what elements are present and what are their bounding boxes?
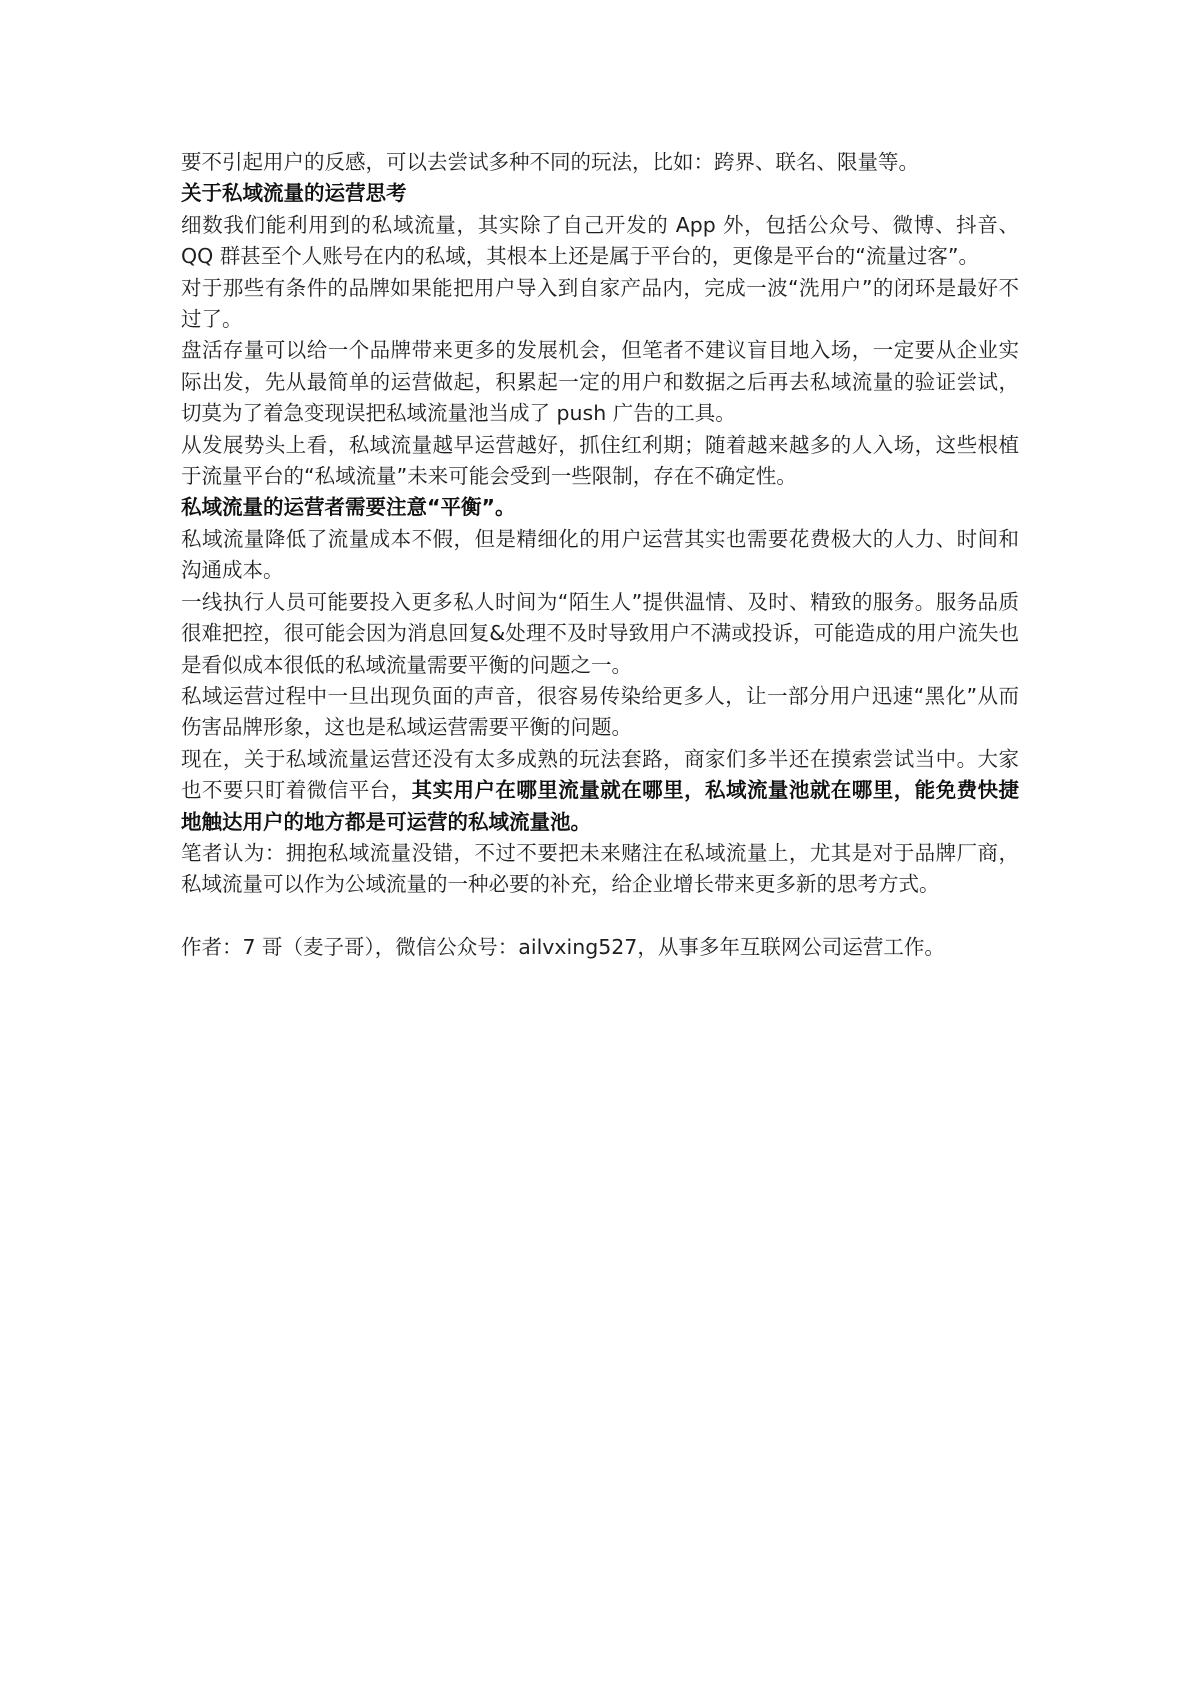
author-info: 作者：7 哥（麦子哥），微信公众号：ailvxing527，从事多年互联网公司运营工作。 [181, 935, 945, 960]
paragraph-current-state-lead: 现在，关于私域流量运营还没有太多成熟的玩法套路，商家们多半还在摸索尝试当中。大家也不要只盯着微信平台， [181, 746, 1019, 803]
paragraph-revitalize-stock: 盘活存量可以给一个品牌带来更多的发展机会，但笔者不建议盲目地入场，一定要从企业实际出发，先从最简单的运营做起，积累起一定的用户和数据之后再去私域流量的验证尝试，切莫为了着急变现误把私域流量池当成了 push 广告的工具。 [181, 338, 1019, 426]
section-heading-operation-thoughts: 关于私域流量的运营思考 [181, 181, 407, 206]
blank-line [181, 901, 1019, 932]
paragraph-frontline-staff: 一线执行人员可能要投入更多私人时间为“陌生人”提供温情、及时、精致的服务。服务品质很难把控，很可能会因为消息回复&处理不及时导致用户不满或投诉，可能造成的用户流失也是看似成本很低的私域流量需要平衡的问题之一。 [181, 589, 1019, 677]
section-heading-balance: 私域流量的运营者需要注意“平衡”。 [181, 495, 516, 520]
article-body [181, 147, 1019, 964]
paragraph-cost: 私域流量降低了流量成本不假，但是精细化的用户运营其实也需要花费极大的人力、时间和沟通成本。 [181, 526, 1019, 583]
paragraph-platform-traffic: 细数我们能利用到的私域流量，其实除了自己开发的 App 外，包括公众号、微博、抖音、QQ 群甚至个人账号在内的私域，其根本上还是属于平台的，更像是平台的“流量过客”。 [181, 212, 1019, 269]
paragraph-cross-branding: 要不引起用户的反感，可以去尝试多种不同的玩法，比如：跨界、联名、限量等。 [181, 150, 919, 174]
paragraph-author-opinion: 笔者认为：拥抱私域流量没错，不过不要把未来赌注在私域流量上，尤其是对于品牌厂商，私域流量可以作为公域流量的一种必要的补充，给企业增长带来更多新的思考方式。 [181, 840, 1019, 897]
paragraph-negative-voice: 私域运营过程中一旦出现负面的声音，很容易传染给更多人，让一部分用户迅速“黑化”从而伤害品牌形象，这也是私域运营需要平衡的问题。 [181, 683, 1019, 740]
paragraph-current-state-emphasis: 其实用户在哪里流量就在哪里，私域流量池就在哪里，能免费快捷地触达用户的地方都是可运营的私域流量池。 [181, 778, 1019, 834]
paragraph-wash-users: 对于那些有条件的品牌如果能把用户导入到自家产品内，完成一波“洗用户”的闭环是最好不过了。 [181, 275, 1019, 332]
paragraph-development-trend: 从发展势头上看，私域流量越早运营越好，抓住红利期；随着越来越多的人入场，这些根植于流量平台的“私域流量”未来可能会受到一些限制，存在不确定性。 [181, 432, 1019, 489]
paragraph-current-state [181, 744, 1019, 838]
